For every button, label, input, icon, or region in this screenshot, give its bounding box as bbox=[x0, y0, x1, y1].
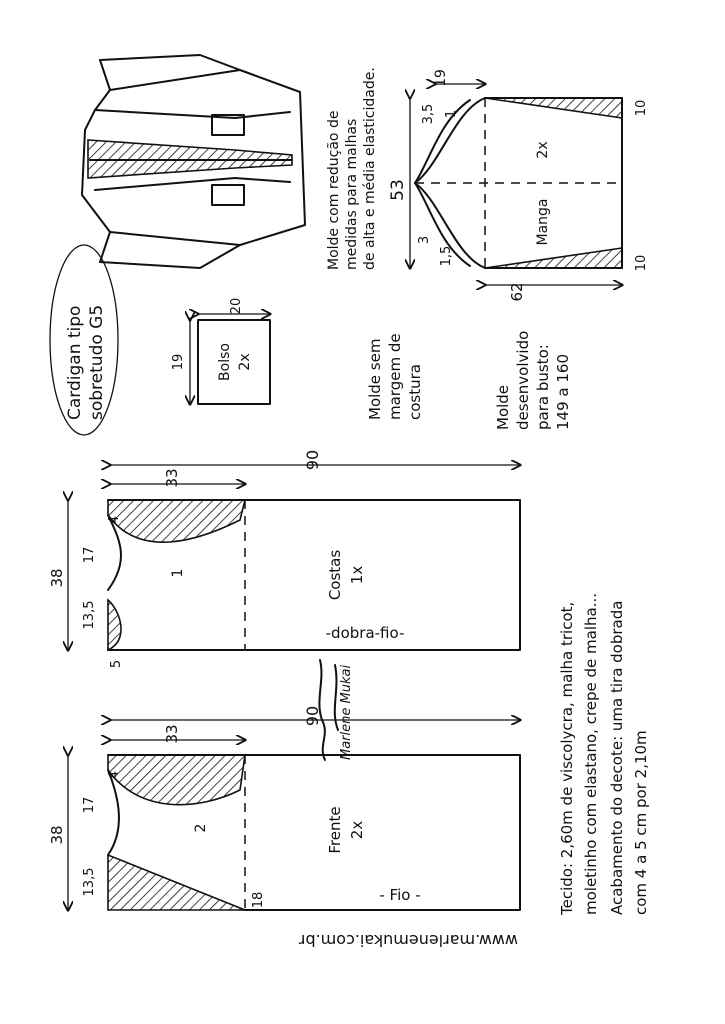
title-line1: Cardigan tipo bbox=[65, 305, 85, 420]
front-width-38-label: 38 bbox=[48, 825, 66, 845]
sleeve-qty-label: 2x bbox=[535, 141, 551, 159]
back-17-label: 17 bbox=[82, 546, 97, 564]
sleeve-height-label: 53 bbox=[388, 179, 408, 201]
notes-block bbox=[366, 331, 572, 430]
sleeve-cap-width-label: 19 bbox=[433, 69, 449, 87]
front-17-label: 17 bbox=[82, 796, 97, 814]
note-seam-line3: costura bbox=[406, 364, 424, 420]
sleeve-cap-35-label: 3,5 bbox=[421, 103, 436, 125]
front-4-label: 4 bbox=[107, 770, 122, 780]
front-mark-label: 2 bbox=[193, 823, 209, 833]
pocket-pattern bbox=[171, 298, 270, 404]
note-dev-line4: 149 a 160 bbox=[554, 354, 572, 430]
note-seam-line1: Molde sem bbox=[366, 338, 384, 420]
front-135-label: 13,5 bbox=[82, 867, 97, 897]
front-grain-label: - Fio - bbox=[379, 886, 421, 904]
fabric-notes bbox=[558, 593, 650, 916]
note-dev-line2: desenvolvido bbox=[514, 330, 532, 430]
back-qty-label: 1x bbox=[348, 565, 366, 585]
sleeve-note-line2: medidas para malhas bbox=[344, 118, 360, 270]
fabric-line4: com 4 a 5 cm por 2,10m bbox=[632, 730, 650, 915]
back-5-label: 5 bbox=[109, 659, 124, 669]
front-pattern bbox=[48, 706, 520, 910]
pocket-name-label: Bolso bbox=[217, 343, 233, 381]
fabric-line2: moletinho com elastano, crepe de malha... bbox=[582, 592, 600, 915]
back-name-label: Costas bbox=[326, 549, 344, 601]
note-dev-line1: Molde bbox=[494, 384, 512, 430]
pocket-height-label: 19 bbox=[171, 353, 186, 371]
note-dev-line3: para busto: bbox=[534, 344, 552, 430]
pocket-qty-label: 2x bbox=[237, 353, 253, 371]
front-name-label: Frente bbox=[326, 806, 344, 854]
signature bbox=[319, 660, 354, 760]
front-width-33-label: 33 bbox=[163, 724, 181, 744]
sleeve-top-10-label: 10 bbox=[634, 99, 649, 117]
back-135-label: 13,5 bbox=[82, 600, 97, 630]
signature-text: Marlene Mukai bbox=[339, 664, 354, 760]
back-width-38-label: 38 bbox=[48, 568, 66, 588]
back-fold-label: -dobra-fio- bbox=[325, 624, 405, 642]
back-mark-label: 1 bbox=[170, 568, 186, 578]
back-length-label: 90 bbox=[303, 449, 322, 471]
sleeve-cap-3-label: 3 bbox=[417, 235, 432, 245]
title-line2: sobretudo G5 bbox=[87, 304, 107, 420]
sleeve-note-line3: de alta e média elasticidade. bbox=[362, 67, 378, 270]
front-length-label: 90 bbox=[303, 705, 322, 727]
cardigan-illustration bbox=[82, 55, 305, 268]
front-qty-label: 2x bbox=[348, 820, 366, 840]
back-4-label: 4 bbox=[107, 515, 122, 525]
pocket-width-label: 20 bbox=[229, 297, 244, 315]
back-pattern bbox=[48, 450, 520, 668]
sleeve-pattern bbox=[326, 67, 649, 301]
title-block bbox=[50, 245, 118, 435]
sleeve-cap-15-label: 1,5 bbox=[439, 245, 454, 267]
website-text: www.marlenemukai.com.br bbox=[298, 931, 518, 950]
back-width-33-label: 33 bbox=[163, 468, 181, 488]
fabric-line3: Acabamento do decote: uma tira dobrada bbox=[608, 600, 626, 915]
sleeve-width-label: 62 bbox=[508, 282, 526, 302]
sleeve-bottom-10-label: 10 bbox=[634, 254, 649, 272]
fabric-line1: Tecido: 2,60m de viscolycra, malha tricot, bbox=[558, 601, 576, 915]
sleeve-note-line1: Molde com redução de bbox=[326, 110, 342, 270]
front-18-label: 18 bbox=[251, 891, 266, 909]
sleeve-name-label: Manga bbox=[535, 198, 551, 246]
sleeve-cap-1-label: 1 bbox=[444, 109, 459, 119]
note-seam-line2: margem de bbox=[386, 333, 404, 420]
